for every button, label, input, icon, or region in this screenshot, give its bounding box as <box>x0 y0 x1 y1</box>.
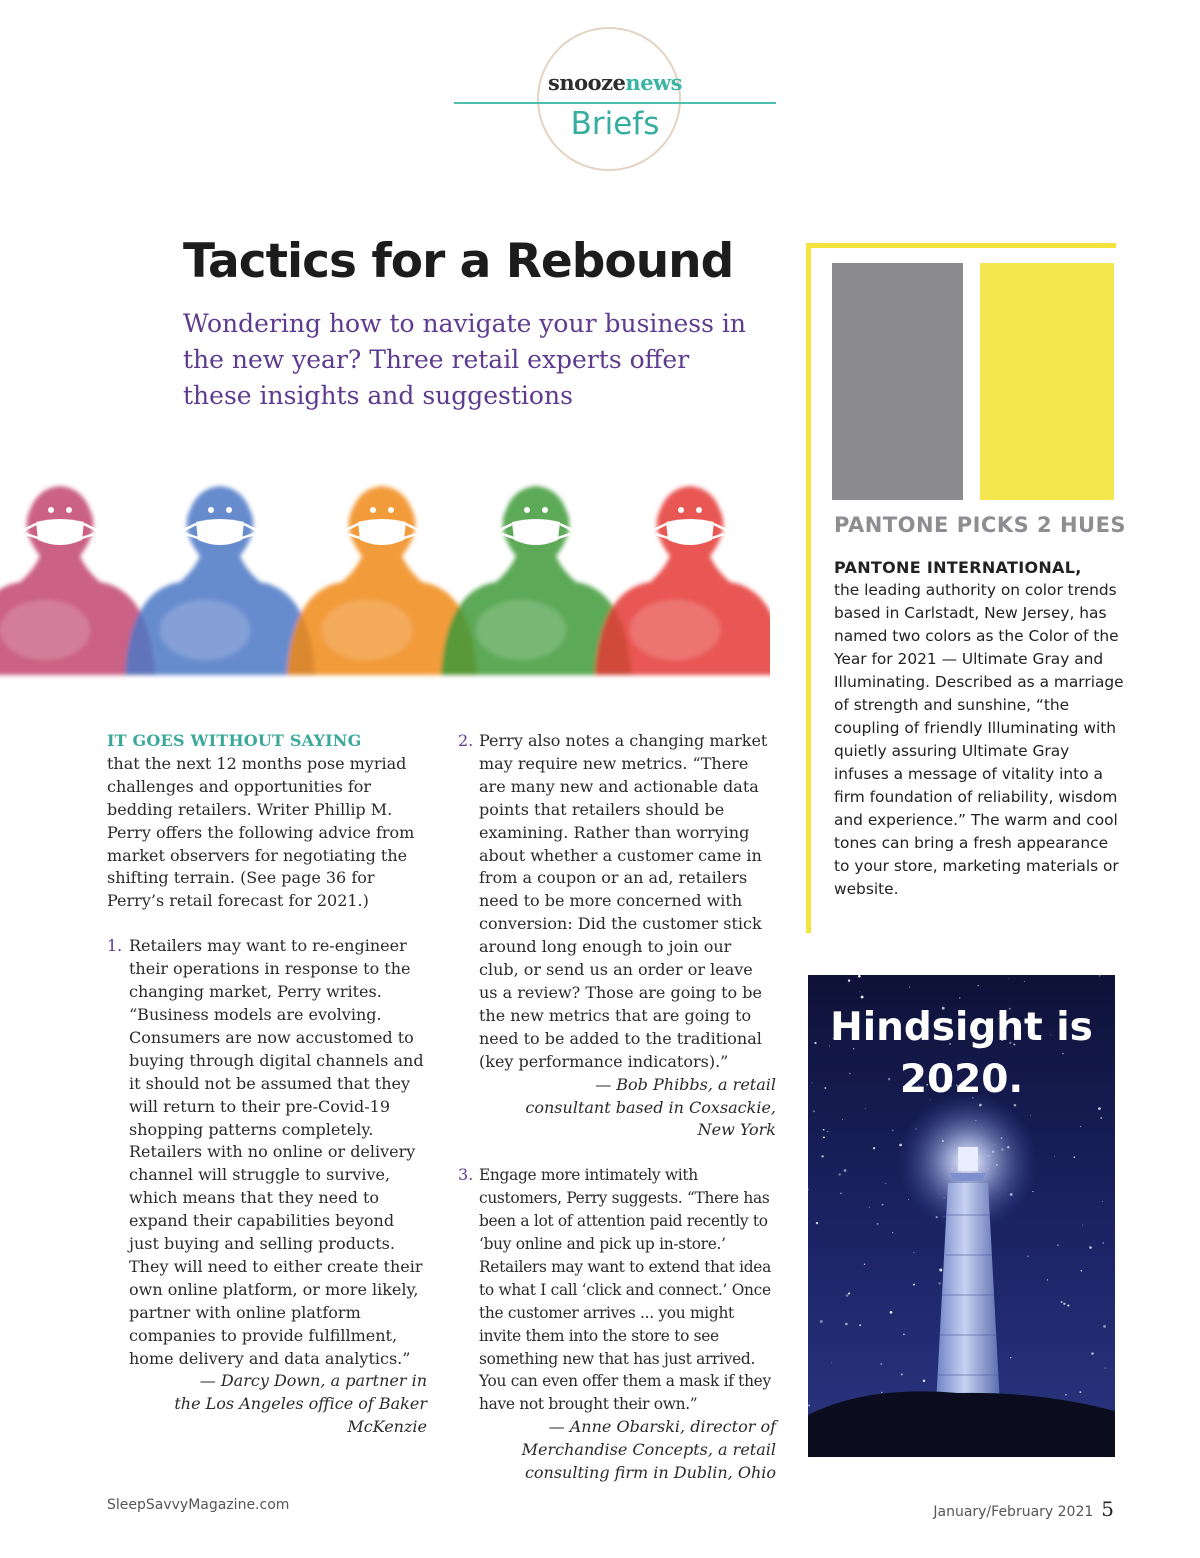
star <box>873 1147 875 1149</box>
star <box>1032 1191 1033 1192</box>
star <box>938 1282 940 1284</box>
star <box>816 1222 818 1224</box>
star <box>1081 1270 1083 1272</box>
star <box>1098 1107 1101 1110</box>
figure-eye <box>542 507 548 513</box>
star <box>1061 1301 1063 1303</box>
figure-eye <box>66 507 72 513</box>
star <box>881 1392 882 1393</box>
item-attribution: — Bob Phibbs, a retail consultant based in Coxsackie, New York <box>525 1074 776 1140</box>
star <box>848 979 850 981</box>
star <box>1057 1244 1059 1246</box>
star <box>892 1129 894 1131</box>
figure-eye <box>226 507 232 513</box>
star <box>1047 1279 1048 1280</box>
face-mask <box>196 519 244 545</box>
brand-name-part1: snooze <box>548 70 626 95</box>
star <box>1073 1156 1075 1158</box>
star <box>913 1284 915 1286</box>
page-number: 5 <box>1101 1497 1114 1521</box>
item-attribution: — Darcy Down, a partner in the Los Angeles office of Baker McKenzie <box>174 1371 427 1437</box>
star <box>821 1155 823 1157</box>
article-column-1 <box>107 730 427 1439</box>
star <box>1065 1394 1067 1396</box>
star <box>877 1223 879 1225</box>
figure-eye <box>370 507 376 513</box>
star <box>861 996 864 999</box>
figure-highlight <box>160 600 250 660</box>
star <box>838 1173 840 1175</box>
star <box>808 1404 810 1406</box>
list-item <box>458 1164 776 1485</box>
star <box>890 1311 893 1314</box>
item-text: Engage more intimately with customers, Perry suggests. “There has been a lot of attention paid recently to ‘buy online and pick up in-store.’ Retailers may want to extend that idea to what I call ‘click and connect.’ Once the customer arrives ... you might invite them into the store to see something new that has just arrived. You can even offer them a mask if they have not brought their own.” <box>479 1166 771 1414</box>
star <box>913 1252 914 1253</box>
item-number: 3. <box>458 1165 474 1185</box>
figure-highlight <box>322 600 412 660</box>
star <box>881 1204 883 1206</box>
figure-highlight <box>630 600 720 660</box>
face-mask <box>36 519 84 545</box>
star <box>865 1108 866 1109</box>
star <box>1079 1391 1081 1393</box>
masthead-rule <box>454 102 776 104</box>
star <box>892 1232 893 1233</box>
star <box>1030 1115 1031 1116</box>
star <box>1054 1156 1055 1157</box>
sidebar-body <box>834 556 1124 901</box>
star <box>823 1129 825 1131</box>
ad-line-2: 2020. <box>899 1057 1024 1102</box>
sidebar-text: the leading authority on color trends based in Carlstadt, New Jersey, has named two colors as the Color of the Year for 2021 — Ultimate Gray and Illuminating. Described as a marriage of strength and sunshine, “the coupling of friendly Illuminating with quietly assuring Ultimate Gray infuses a message of vitality into a firm foundation of reliability, wisdom and experience.” The warm and cool tones can bring a fresh appearance to your store, marketing materials or website. <box>834 581 1124 898</box>
masthead-circle <box>537 27 681 171</box>
ad-line-1: Hindsight is <box>830 1005 1093 1050</box>
list-item <box>458 730 776 1142</box>
list-item <box>107 935 427 1439</box>
star <box>1082 1225 1083 1226</box>
star <box>1008 978 1009 979</box>
star <box>1103 1325 1106 1328</box>
figure-highlight <box>0 600 90 660</box>
item-attribution: — Anne Obarski, director of Merchandise Concepts, a retail consulting firm in Dublin, Ohio <box>521 1417 776 1483</box>
star <box>909 987 910 988</box>
star <box>1067 1304 1069 1306</box>
masked-figures-illustration <box>0 470 770 685</box>
star <box>1063 1303 1065 1305</box>
item-number: 2. <box>458 731 474 750</box>
star <box>844 1169 847 1172</box>
star <box>1089 1246 1092 1249</box>
star <box>1105 1367 1106 1368</box>
face-mask <box>512 519 560 545</box>
star <box>1100 1117 1102 1119</box>
star <box>869 1206 871 1208</box>
kicker: IT GOES WITHOUT SAYING <box>107 731 362 750</box>
article-deck: Wondering how to navigate your business in the new year? Three retail experts offer these insights and suggestions <box>183 309 747 410</box>
star <box>845 1323 848 1326</box>
article-column-2 <box>458 730 776 1485</box>
face-mask <box>666 519 714 545</box>
star <box>977 985 979 987</box>
swatch-ultimate-gray <box>832 263 963 500</box>
footer-site: SleepSavvyMagazine.com <box>107 1497 290 1513</box>
star <box>813 1110 815 1112</box>
masthead-logo <box>454 70 776 95</box>
star <box>885 1183 886 1184</box>
article-title: Tactics for a Rebound <box>183 234 734 289</box>
section-label: Briefs <box>570 106 660 142</box>
star <box>842 1119 843 1120</box>
star <box>959 997 960 998</box>
item-text: Retailers may want to re-engineer their operations in response to the changing market, Perry writes. “Business models are evolving. Consumers are now accustomed to buying through digital channels and it should not be assumed that they will return to their pre-Covid-19 shopping patterns completely. Retailers with no online or delivery channel will struggle to survive, which means that they need to expand their capabilities beyond just buying and selling products. They will need to either create their own online platform, or more likely, partner with online platform companies to provide fulfillment, home delivery and data analytics.” <box>129 936 424 1368</box>
star <box>1010 1357 1011 1358</box>
intro-text: that the next 12 months pose myriad challenges and opportunities for bedding retailers. Writer Phillip M. Perry offers the following advice from market observers for negotiating the shifting terrain. (See page 36 for Perry’s retail forecast for 2021.) <box>107 753 415 911</box>
star <box>859 991 860 992</box>
star <box>823 1136 825 1138</box>
star <box>1091 1352 1093 1354</box>
star <box>848 1292 850 1294</box>
star <box>903 1333 905 1335</box>
footer-issue <box>933 1497 1114 1521</box>
star <box>1080 1126 1081 1127</box>
star <box>820 1320 823 1323</box>
star <box>864 1264 865 1265</box>
star <box>1099 975 1101 977</box>
figure-eye <box>48 507 54 513</box>
footer-issue-date: January/February 2021 <box>933 1504 1094 1520</box>
figure-eye <box>678 507 684 513</box>
figure-group <box>0 486 770 675</box>
figure-eye <box>696 507 702 513</box>
figure-eye <box>524 507 530 513</box>
star <box>901 1373 903 1375</box>
sidebar-heading: PANTONE PICKS 2 HUES <box>834 513 1127 537</box>
star <box>1024 981 1025 982</box>
brand-name-part2: news <box>625 70 682 95</box>
sidebar-lead: PANTONE INTERNATIONAL, <box>834 558 1082 577</box>
star <box>840 1193 842 1195</box>
star <box>1102 1201 1103 1202</box>
star <box>939 1269 942 1272</box>
star <box>880 1363 882 1365</box>
star <box>1027 1256 1028 1257</box>
intro-paragraph <box>107 730 427 913</box>
item-text: Perry also notes a changing market may require new metrics. “There are many new and actionable data points that retailers should be examining. Rather than worrying about whether a customer came in from a coupon or an ad, retailers need to be more concerned with conversion: Did the customer stick around long enough to join our club, or send us an order or leave us a review? Those are going to be the new metrics that are going to need to be added to the traditional (key performance indicators).” <box>479 731 768 1071</box>
star <box>923 1380 925 1382</box>
star <box>827 1131 828 1132</box>
figure-highlight <box>476 600 566 660</box>
item-number: 1. <box>107 936 123 956</box>
swatch-illuminating <box>980 263 1114 500</box>
face-mask <box>358 519 406 545</box>
star <box>859 1324 861 1326</box>
star <box>831 1362 832 1363</box>
star <box>846 1294 849 1297</box>
star <box>1102 1242 1104 1244</box>
figure-eye <box>388 507 394 513</box>
ad-headline <box>808 1002 1115 1106</box>
figure-eye <box>208 507 214 513</box>
star <box>858 975 861 978</box>
